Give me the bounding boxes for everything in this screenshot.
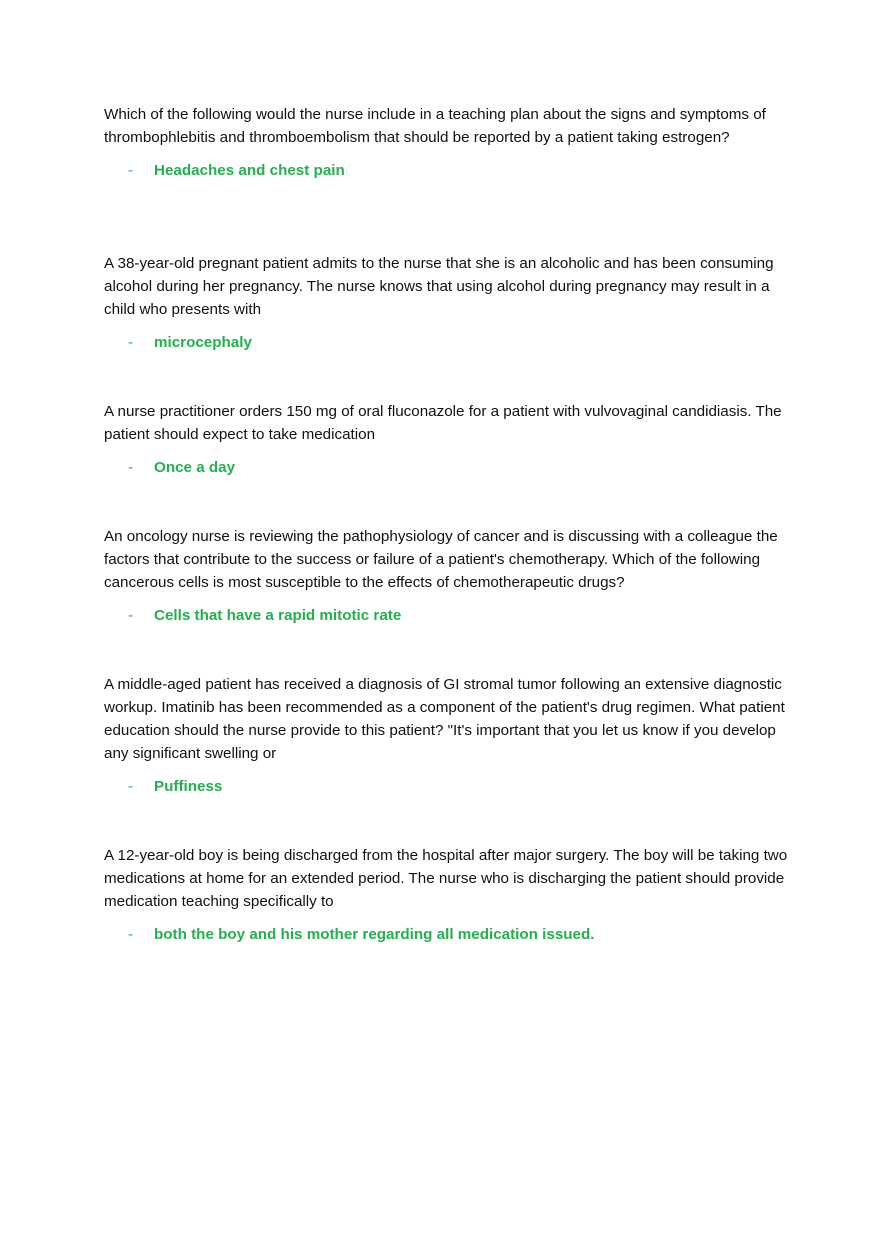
answer-text: microcephaly	[154, 334, 252, 351]
question-text: An oncology nurse is reviewing the pathophysiology of cancer and is discussing with a colleague the factors that contribute to the success or failure of a patient's chemotherapy. Which of the following cancerous cells is most susceptible to the effects of chemotherapeutic drugs?	[104, 528, 778, 591]
question-text: A middle-aged patient has received a diagnosis of GI stromal tumor following an extensive diagnostic workup. Imatinib has been recommended as a component of the patient's drug regimen. What patient education should the nurse provide to this patient? "It's important that you let us know if you develop any significant swelling or	[104, 676, 785, 762]
question-text: A nurse practitioner orders 150 mg of oral fluconazole for a patient with vulvovaginal candidiasis. The patient should expect to take medication	[104, 403, 782, 443]
answer-text: both the boy and his mother regarding all medication issued.	[154, 926, 595, 943]
question-text: A 12-year-old boy is being discharged from the hospital after major surgery. The boy will be taking two medications at home for an extended period. The nurse who is discharging the patient should provide medication teaching specifically to	[104, 847, 788, 910]
qa-item-2	[104, 252, 794, 354]
answer-row	[104, 775, 794, 798]
answer-row	[104, 923, 794, 946]
qa-item-1	[104, 103, 794, 182]
answer-row	[104, 456, 794, 479]
answer-row	[104, 604, 794, 627]
question-text: A 38-year-old pregnant patient admits to the nurse that she is an alcoholic and has been consuming alcohol during her pregnancy. The nurse knows that using alcohol during pregnancy may result in a child who presents with	[104, 255, 774, 318]
bullet-dash: -	[128, 607, 134, 624]
qa-item-3	[104, 400, 794, 479]
answer-row	[104, 159, 794, 182]
bullet-dash: -	[128, 459, 134, 476]
answer-row	[104, 331, 794, 354]
qa-item-5	[104, 673, 794, 798]
answer-text: Headaches and chest pain	[154, 162, 345, 179]
answer-text: Puffiness	[154, 778, 223, 795]
bullet-dash: -	[128, 926, 134, 943]
bullet-dash: -	[128, 162, 134, 179]
answer-text: Once a day	[154, 459, 236, 476]
qa-item-4	[104, 525, 794, 627]
bullet-dash: -	[128, 334, 134, 351]
bullet-dash: -	[128, 778, 134, 795]
qa-item-6	[104, 844, 794, 946]
answer-text: Cells that have a rapid mitotic rate	[154, 607, 402, 624]
question-text: Which of the following would the nurse include in a teaching plan about the signs and symptoms of thrombophlebitis and thromboembolism that should be reported by a patient taking estrogen?	[104, 106, 766, 146]
